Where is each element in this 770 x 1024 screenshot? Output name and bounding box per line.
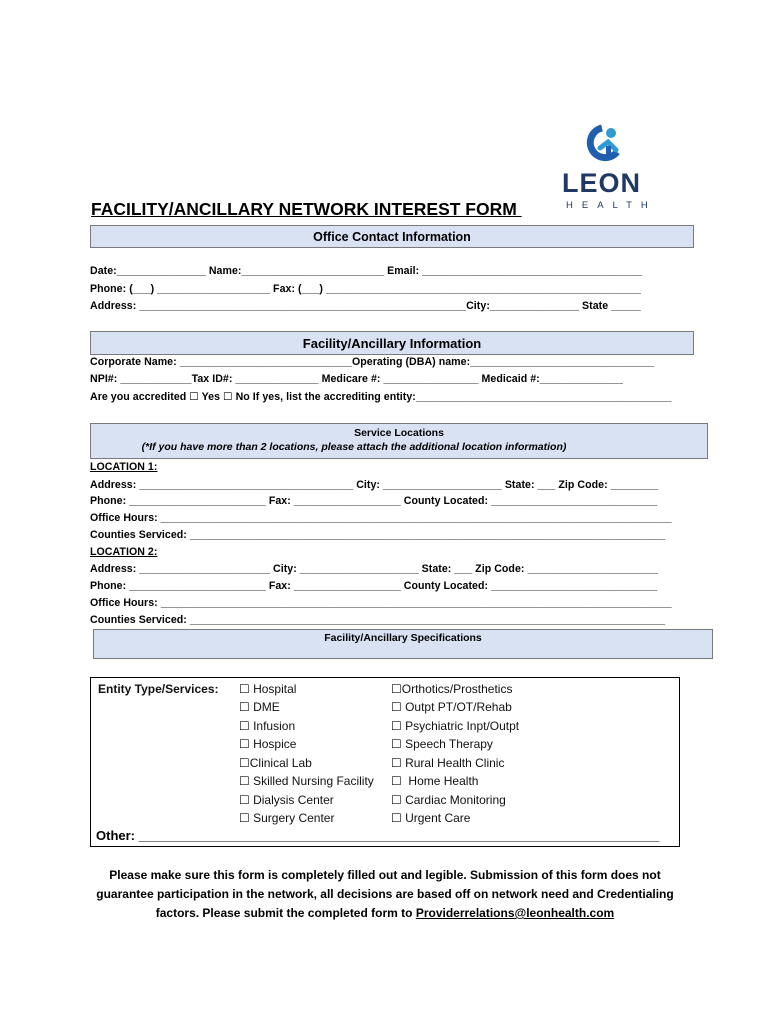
provider-relations-email-link[interactable]: Providerrelations@leonhealth.com <box>415 906 615 920</box>
office-contact-line-3: Address: _______________________________________________________City:_______________ State _____ <box>90 300 641 312</box>
service-hospice[interactable]: ☐ Hospice <box>239 737 297 751</box>
logo-subtitle: HEALTH <box>566 200 657 211</box>
entity-types-box <box>90 677 680 847</box>
service-dme[interactable]: ☐ DME <box>239 700 280 714</box>
location-2-label: LOCATION 2: <box>90 546 158 558</box>
location-1-phone: Phone: _______________________ Fax: __________________ County Located: ____________________________ <box>90 495 658 507</box>
service-skilled-nursing[interactable]: ☐ Skilled Nursing Facility <box>239 774 374 788</box>
other-field[interactable]: Other: ________________________________________________________________________ <box>96 828 660 843</box>
location-2-hours: Office Hours: ______________________________________________________________________________________ <box>90 597 672 609</box>
location-1-counties: Counties Serviced: ________________________________________________________________________________ <box>90 529 666 541</box>
service-dialysis-center[interactable]: ☐ Dialysis Center <box>239 793 334 807</box>
service-locations-title: Service Locations <box>354 427 444 439</box>
service-infusion[interactable]: ☐ Infusion <box>239 719 296 733</box>
service-rural-health[interactable]: ☐ Rural Health Clinic <box>391 756 505 770</box>
office-contact-line-1: Date:_______________ Name:________________________ Email: _____________________________________ <box>90 265 643 277</box>
facility-info-header <box>90 331 694 355</box>
footer-line-3 <box>70 904 700 923</box>
specifications-header <box>93 629 713 659</box>
facility-info-line-3: Are you accredited ☐ Yes ☐ No If yes, list the accrediting entity:___________________________________________ <box>90 391 672 403</box>
office-contact-header <box>90 225 694 248</box>
service-surgery-center[interactable]: ☐ Surgery Center <box>239 811 335 825</box>
service-orthotics[interactable]: ☐Orthotics/Prosthetics <box>391 682 513 696</box>
location-1-hours: Office Hours: ______________________________________________________________________________________ <box>90 512 672 524</box>
location-2-phone: Phone: _______________________ Fax: __________________ County Located: ____________________________ <box>90 580 658 592</box>
leon-health-logo-icon <box>584 124 624 170</box>
footer-line-3-text: factors. Please submit the completed form to <box>155 906 416 920</box>
specifications-header-text: Facility/Ancillary Specifications <box>324 632 482 644</box>
service-psychiatric[interactable]: ☐ Psychiatric Inpt/Outpt <box>391 719 520 733</box>
service-clinical-lab[interactable]: ☐Clinical Lab <box>239 756 312 770</box>
location-1-address: Address: ____________________________________ City: ____________________ State: ___ Zip Code: ________ <box>90 479 659 491</box>
logo <box>560 124 660 214</box>
form-title: FACILITY/ANCILLARY NETWORK INTEREST FORM <box>91 199 522 219</box>
service-home-health[interactable]: ☐ Home Health <box>391 774 479 788</box>
location-1-label: LOCATION 1: <box>90 461 158 473</box>
facility-info-line-2: NPI#: ____________Tax ID#: ______________ Medicare #: ________________ Medicaid #:______________ <box>90 373 623 385</box>
office-contact-header-text: Office Contact Information <box>313 230 471 244</box>
facility-info-line-1: Corporate Name: _____________________________Operating (DBA) name:_______________________________ <box>90 356 655 368</box>
location-2-counties: Counties Serviced: ________________________________________________________________________________ <box>90 614 666 626</box>
location-2-address: Address: ______________________ City: ____________________ State: ___ Zip Code: ______________________ <box>90 563 659 575</box>
office-contact-line-2: Phone: (___) ___________________ Fax: (___) _____________________________________________________ <box>90 283 641 295</box>
service-locations-header <box>90 423 708 459</box>
footer-note <box>70 866 700 923</box>
service-speech-therapy[interactable]: ☐ Speech Therapy <box>391 737 493 751</box>
footer-line-2: guarantee participation in the network, all decisions are based off on network need and Credentialing <box>96 887 674 901</box>
service-locations-note: (*If you have more than 2 locations, please attach the additional location information) <box>141 441 567 453</box>
service-hospital[interactable]: ☐ Hospital <box>239 682 297 696</box>
service-outpt-rehab[interactable]: ☐ Outpt PT/OT/Rehab <box>391 700 512 714</box>
logo-wordmark: LEON <box>562 168 642 198</box>
entity-type-label: Entity Type/Services: <box>98 682 219 696</box>
service-urgent-care[interactable]: ☐ Urgent Care <box>391 811 471 825</box>
service-cardiac-monitoring[interactable]: ☐ Cardiac Monitoring <box>391 793 506 807</box>
facility-info-header-text: Facility/Ancillary Information <box>302 336 482 351</box>
footer-line-1: Please make sure this form is completely filled out and legible. Submission of this form does not <box>109 868 661 882</box>
